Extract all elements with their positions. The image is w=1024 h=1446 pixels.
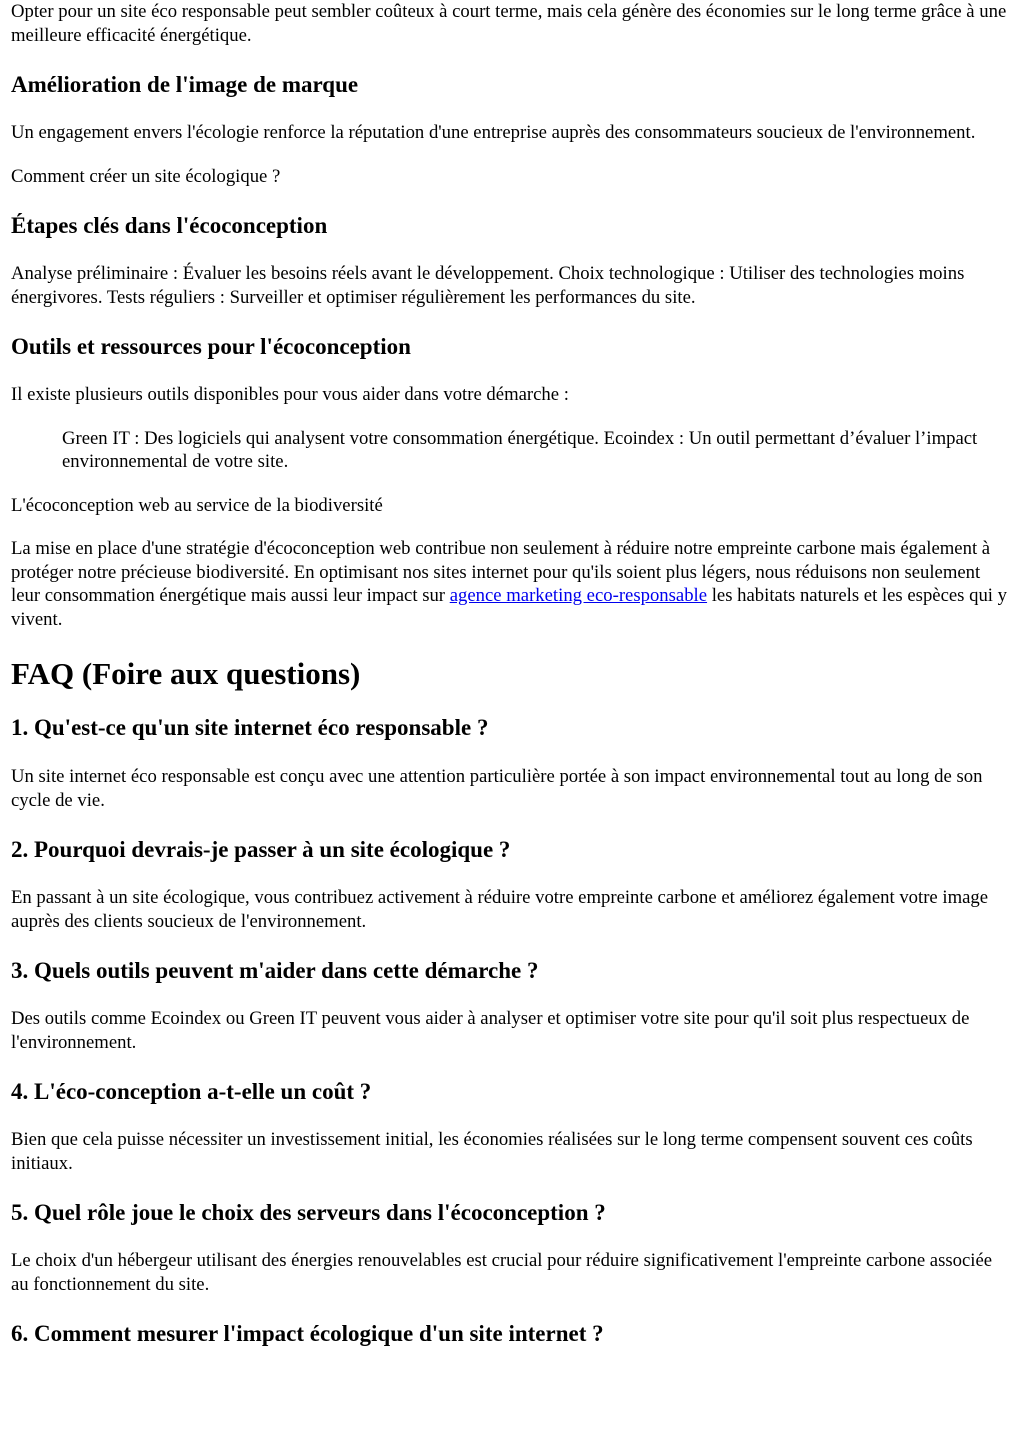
tools-heading: Outils et ressources pour l'écoconception — [11, 334, 411, 359]
faq-question: 1. Qu'est-ce qu'un site internet éco responsable ? — [11, 715, 489, 740]
faq-answer: Des outils comme Ecoindex ou Green IT peuvent vous aider à analyser et optimiser votre site pour qu'il soit plus respectueux de l'environnement. — [11, 1008, 970, 1053]
tools-paragraph: Il existe plusieurs outils disponibles pour vous aider dans votre démarche : — [11, 384, 569, 405]
biodiversity-text-before-link: La mise en place d'une stratégie d'écoconception web contribue non seulement à réduire notre empreinte carbone mais également à protéger notre précieuse biodiversité. En optimisant nos sites internet pour qu'ils soient plus légers, nous réduisons non seulement leur consommation énergétique mais aussi leur impact sur — [11, 538, 991, 606]
faq-title: FAQ (Foire aux questions) — [11, 656, 361, 691]
faq-question: 2. Pourquoi devrais-je passer à un site écologique ? — [11, 837, 511, 862]
tools-quote — [62, 427, 1013, 474]
faq-answer: Un site internet éco responsable est conçu avec une attention particulière portée à son impact environnemental tout au long de son cycle de vie. — [11, 766, 983, 811]
biodiversity-text-after-link: les habitats naturels et les espèces qui y vivent. — [11, 585, 1008, 630]
faq-question: 4. L'éco-conception a-t-elle un coût ? — [11, 1079, 372, 1104]
faq-answer: Le choix d'un hébergeur utilisant des énergies renouvelables est crucial pour réduire significativement l'empreinte carbone associée au fonctionnement du site. — [11, 1250, 993, 1295]
faq-question: 6. Comment mesurer l'impact écologique d'un site internet ? — [11, 1321, 604, 1346]
brand-image-paragraph: Un engagement envers l'écologie renforce la réputation d'une entreprise auprès des consommateurs soucieux de l'environnement. — [11, 122, 976, 143]
faq-question: 5. Quel rôle joue le choix des serveurs dans l'écoconception ? — [11, 1200, 606, 1225]
biodiversity-paragraph — [11, 537, 1013, 631]
key-steps-paragraph: Analyse préliminaire : Évaluer les besoins réels avant le développement. Choix technologique : Utiliser des technologies moins énergivores. Tests réguliers : Surveiller et optimiser régulièrement les performances du site. — [11, 263, 965, 308]
intro-paragraph: Opter pour un site éco responsable peut sembler coûteux à court terme, mais cela génère des économies sur le long terme grâce à une meilleure efficacité énergétique. — [11, 1, 1007, 46]
biodiversity-line: L'écoconception web au service de la biodiversité — [11, 494, 383, 516]
eco-marketing-agency-link[interactable]: agence marketing eco-responsable — [449, 585, 708, 606]
brand-image-heading: Amélioration de l'image de marque — [11, 72, 359, 97]
faq-answer: En passant à un site écologique, vous contribuez activement à réduire votre empreinte carbone et améliorez également votre image auprès des clients soucieux de l'environnement. — [11, 887, 989, 932]
tools-quote-text: Green IT : Des logiciels qui analysent votre consommation énergétique. Ecoindex : Un outil permettant d’évaluer l’impact environnemental de votre site. — [62, 427, 978, 472]
how-to-line: Comment créer un site écologique ? — [11, 165, 281, 187]
faq-question: 3. Quels outils peuvent m'aider dans cette démarche ? — [11, 958, 539, 983]
faq-answer: Bien que cela puisse nécessiter un investissement initial, les économies réalisées sur le long terme compensent souvent ces coûts initiaux. — [11, 1129, 973, 1174]
key-steps-heading: Étapes clés dans l'écoconception — [11, 213, 328, 238]
